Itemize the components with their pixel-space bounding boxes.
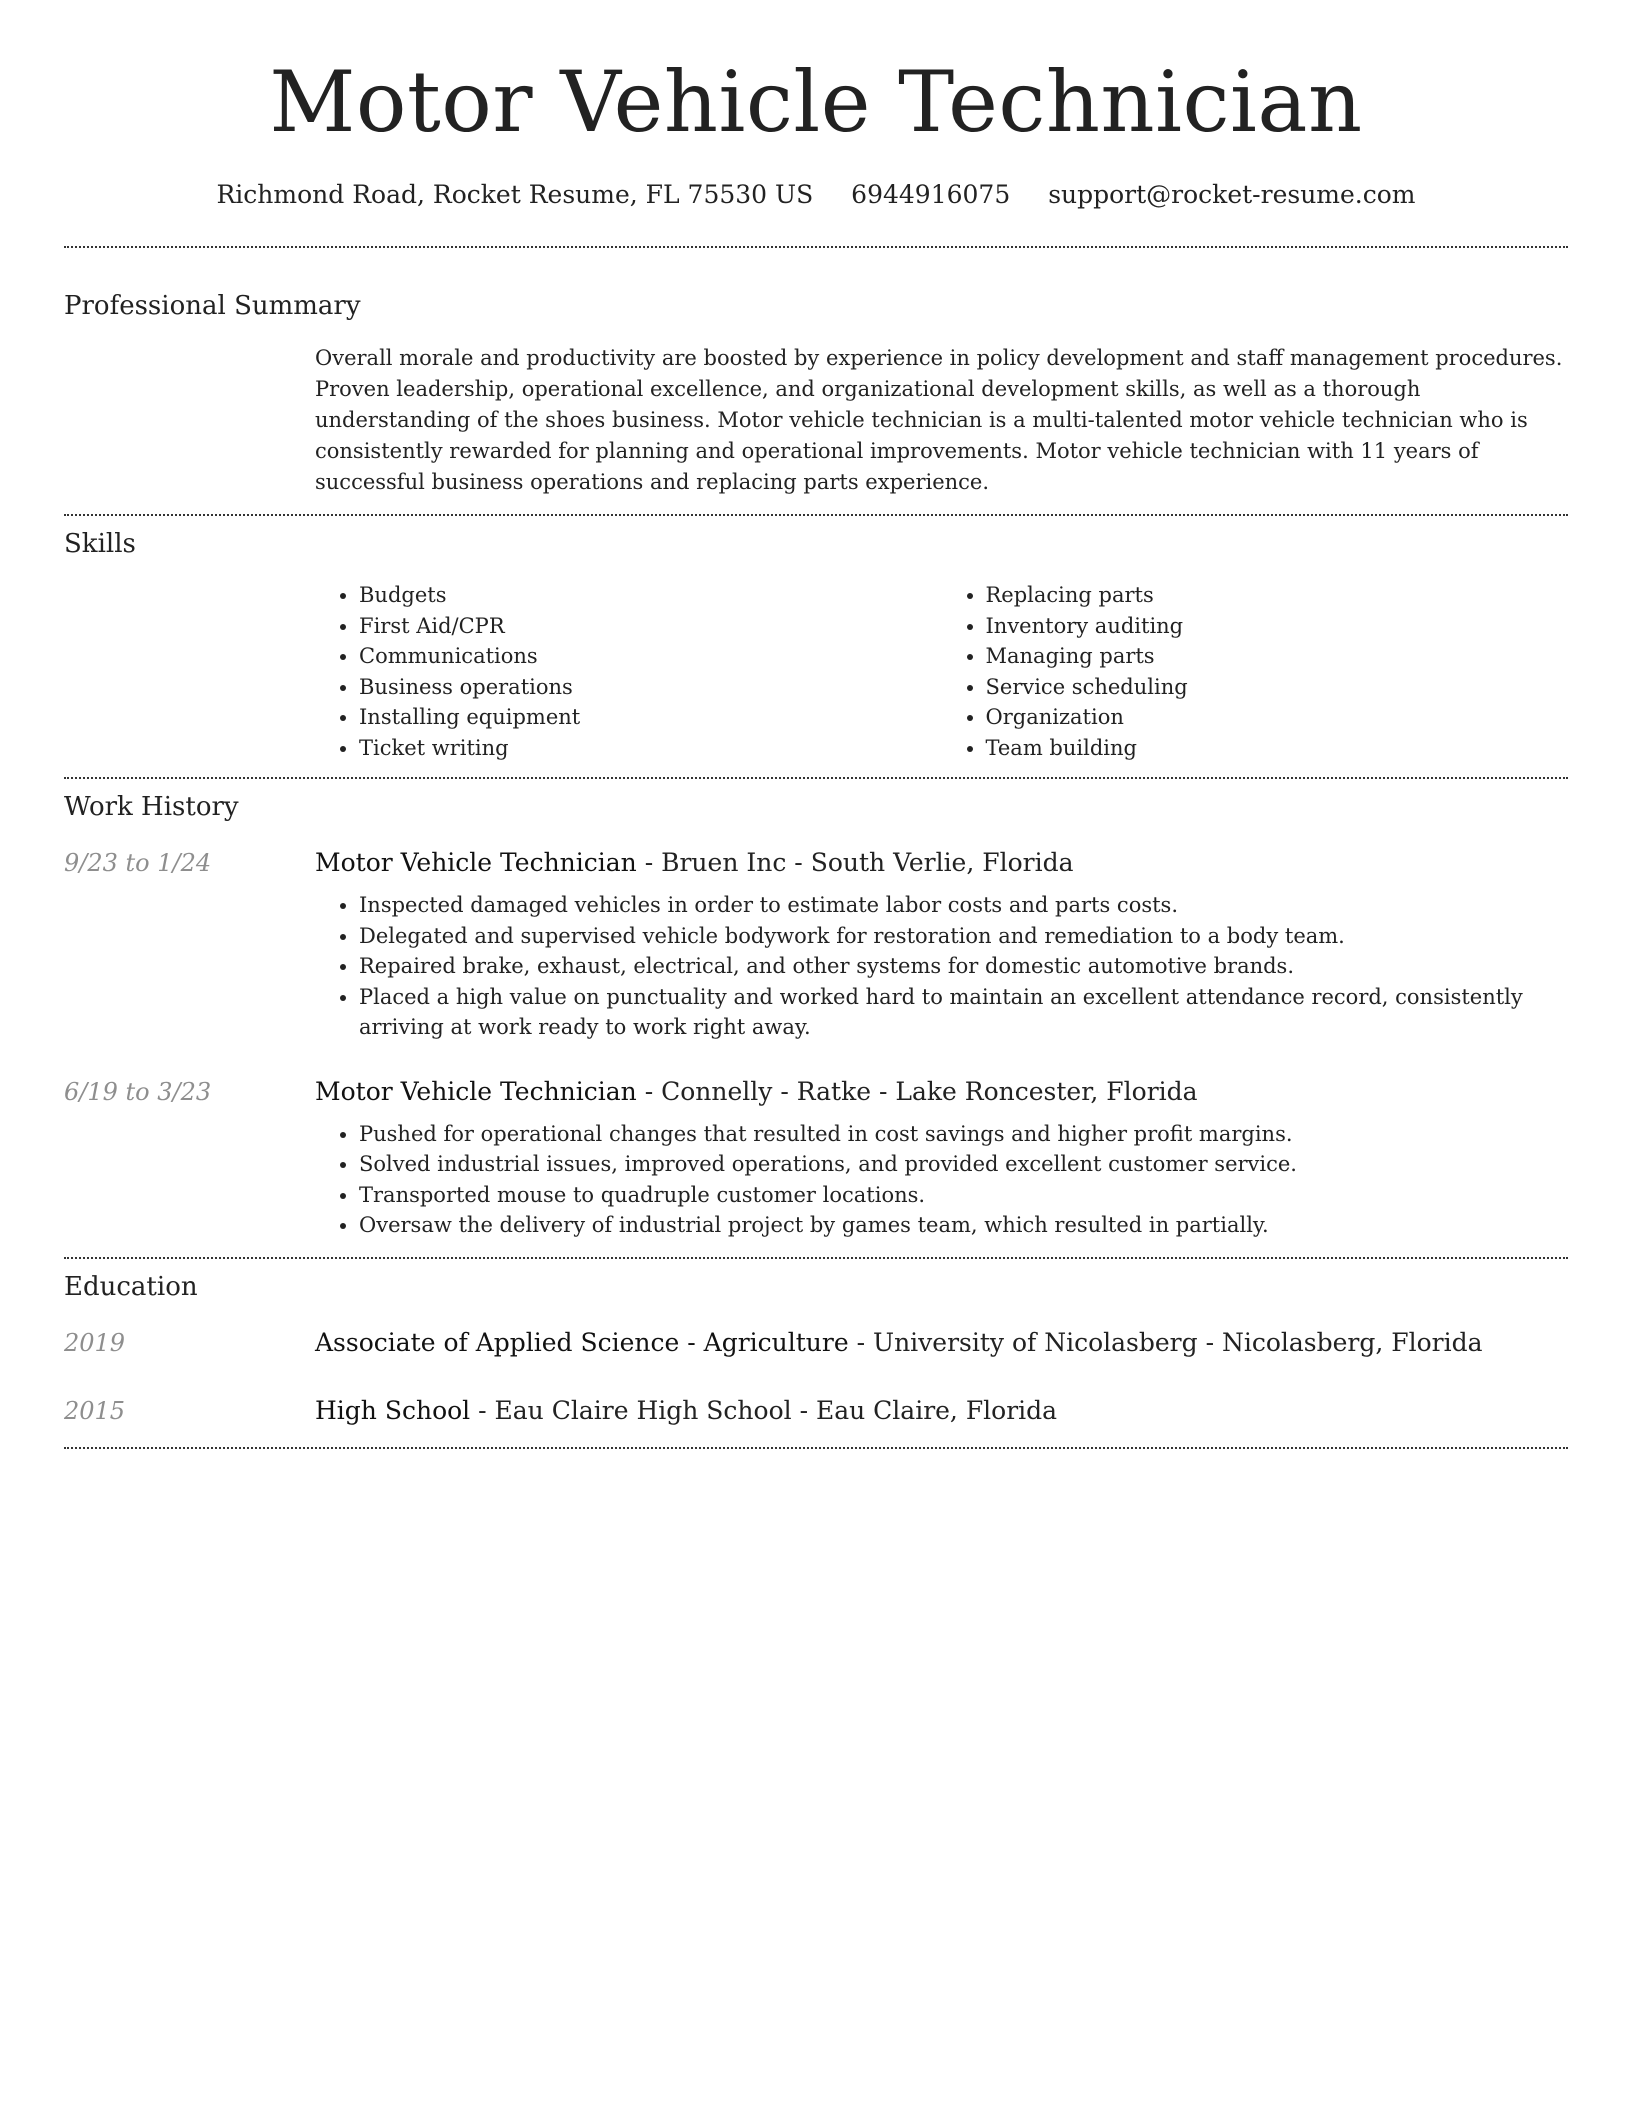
job-heading [315,1075,1568,1109]
education-year: 2015 [64,1396,126,1425]
section-title-skills: Skills [64,529,136,559]
education-year: 2019 [64,1328,126,1357]
job-bullet: • Pushed for operational changes that resulted in cost savings and higher profit margins. [359,1119,1568,1150]
summary-text: Overall morale and productivity are boosted by experience in policy development and staff management procedures. Proven leadership, operational excellence, and organizational development skills, as well as a thorough understanding of the shoes business. Motor vehicle technician is a multi-talented motor vehicle technician who is consistently rewarded for planning and operational improvements. Motor vehicle technician with 11 years of successful business operations and replacing parts experience. [315,346,1563,494]
skills-list-left [315,580,942,763]
job-bullet: • Solved industrial issues, improved operations, and provided excellent customer service. [359,1149,1568,1180]
skill-item: • Managing parts [986,641,1569,672]
education-entry [64,1394,1568,1428]
job-dates: 9/23 to 1/24 [64,849,212,877]
skill-item: • Business operations [359,672,942,703]
divider [64,1257,1568,1259]
job-employer: - Connelly - Ratke - Lake Roncester, Florida [636,1076,1198,1106]
contact-info [64,178,1568,212]
skill-item: • Replacing parts [986,580,1569,611]
skill-item: • Service scheduling [986,672,1569,703]
job-bullet: • Repaired brake, exhaust, electrical, and other systems for domestic automotive brands. [359,951,1568,982]
education-school: - Eau Claire High School - Eau Claire, Florida [470,1395,1058,1425]
skills-columns [315,580,1568,763]
candidate-name: Motor Vehicle Technician [269,53,1363,151]
skill-item: • First Aid/CPR [359,611,942,642]
job-entry [64,846,1568,1043]
divider [64,514,1568,516]
divider [64,1447,1568,1449]
job-entry [64,1075,1568,1241]
address: Richmond Road, Rocket Resume, FL 75530 US [216,180,814,209]
divider [64,777,1568,779]
email: support@rocket-resume.com [1048,180,1416,209]
skill-item: • Inventory auditing [986,611,1569,642]
job-employer: - Bruen Inc - South Verlie, Florida [636,848,1074,877]
job-bullets [315,890,1568,1043]
skill-item: • Communications [359,641,942,672]
skill-item: • Organization [986,702,1569,733]
section-title-education: Education [64,1271,198,1302]
skill-item: • Installing equipment [359,702,942,733]
job-bullet: • Placed a high value on punctuality and worked hard to maintain an excellent attendance record, consistently arriving at work ready to work right away. [359,982,1568,1043]
job-bullet: • Delegated and supervised vehicle bodywork for restoration and remediation to a body team. [359,921,1568,952]
summary-row [64,343,1568,498]
job-dates: 6/19 to 3/23 [64,1077,212,1106]
job-bullets [315,1119,1568,1241]
job-title: Motor Vehicle Technician [315,848,637,877]
education-entry [64,1326,1568,1360]
job-heading [315,846,1568,880]
skill-item: • Ticket writing [359,733,942,764]
section-title-summary: Professional Summary [64,291,361,321]
job-bullet: • Oversaw the delivery of industrial project by games team, which resulted in partially. [359,1210,1568,1241]
skill-item: • Budgets [359,580,942,611]
divider [64,246,1568,248]
education-school: - University of Nicolasberg - Nicolasberg, Florida [848,1327,1483,1357]
skills-list-right [942,580,1569,763]
section-title-work: Work History [64,792,239,822]
phone: 6944916075 [851,180,1011,209]
job-title: Motor Vehicle Technician [315,1076,637,1106]
resume-header [64,0,1568,212]
skills-row [64,580,1568,763]
job-bullet: • Inspected damaged vehicles in order to estimate labor costs and parts costs. [359,890,1568,921]
education-degree: Associate of Applied Science - Agriculture [315,1327,849,1357]
education-degree: High School [315,1395,471,1425]
job-bullet: • Transported mouse to quadruple customer locations. [359,1180,1568,1211]
skill-item: • Team building [986,733,1569,764]
